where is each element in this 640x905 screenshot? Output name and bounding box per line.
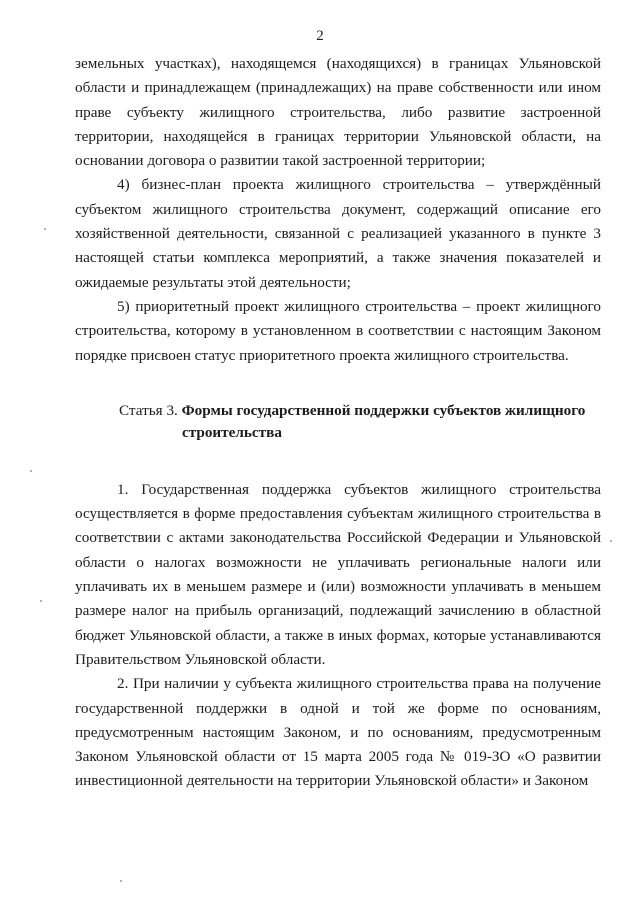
- page-number: 2: [316, 28, 324, 44]
- article-title: Формы государственной поддержки субъектов жилищного строительства: [181, 401, 586, 441]
- scan-speck: [120, 880, 122, 882]
- scan-speck: [30, 470, 32, 472]
- article-heading: [75, 400, 601, 444]
- paragraph-part-1: 1. Государственная поддержка субъектов жилищного строительства осуществляется в форме предоставления субъектам жилищного строительства в соответствии с актами законодательства Российской Федерации и Ульяновской области о налогах возможности не уплачивать региональные налоги или уплачивать их в меньшем размере и (или) возможности уплачивать в меньшем размере налог на прибыль организаций, подлежащий зачислению в областной бюджет Ульяновской области, а также в иных формах, которые устанавливаются Правительством Ульяновской области.: [75, 480, 601, 668]
- scan-speck: [44, 228, 46, 230]
- paragraph-continuation: земельных участках), находящемся (находящихся) в границах Ульяновской области и принадлежащем (принадлежащих) на праве собственности или ином праве субъекту жилищного строительства, либо развитие застроенной территории, находящейся в границах территории Ульяновской области, на основании договора о развитии такой застроенной территории;: [75, 55, 601, 170]
- scan-speck: [610, 540, 612, 542]
- paragraph-part-2: 2. При наличии у субъекта жилищного строительства права на получение государственной поддержки в одной и той же форме по основаниям, предусмотренным настоящим Законом, и по основаниям, предусмотренным Законом Ульяновской области от 15 марта 2005 года № 019-ЗО «О развитии инвестиционной деятельности на территории Ульяновской области» и Законом: [75, 675, 601, 790]
- document-body: [75, 52, 601, 794]
- paragraph-item-4: 4) бизнес-план проекта жилищного строительства – утверждённый субъектом жилищного строительства документ, содержащий описание его хозяйственной деятельности, связанной с реализацией указанного в пункте 3 настоящей статьи комплекса мероприятий, а также значения показателей и ожидаемые результаты этой деятельности;: [75, 176, 601, 291]
- scan-speck: [40, 600, 42, 602]
- paragraph-item-5: 5) приоритетный проект жилищного строительства – проект жилищного строительства, которому в установленном в соответствии с настоящим Законом порядке присвоен статус приоритетного проекта жилищного строительства.: [75, 297, 601, 364]
- article-label: Статья 3.: [119, 401, 178, 419]
